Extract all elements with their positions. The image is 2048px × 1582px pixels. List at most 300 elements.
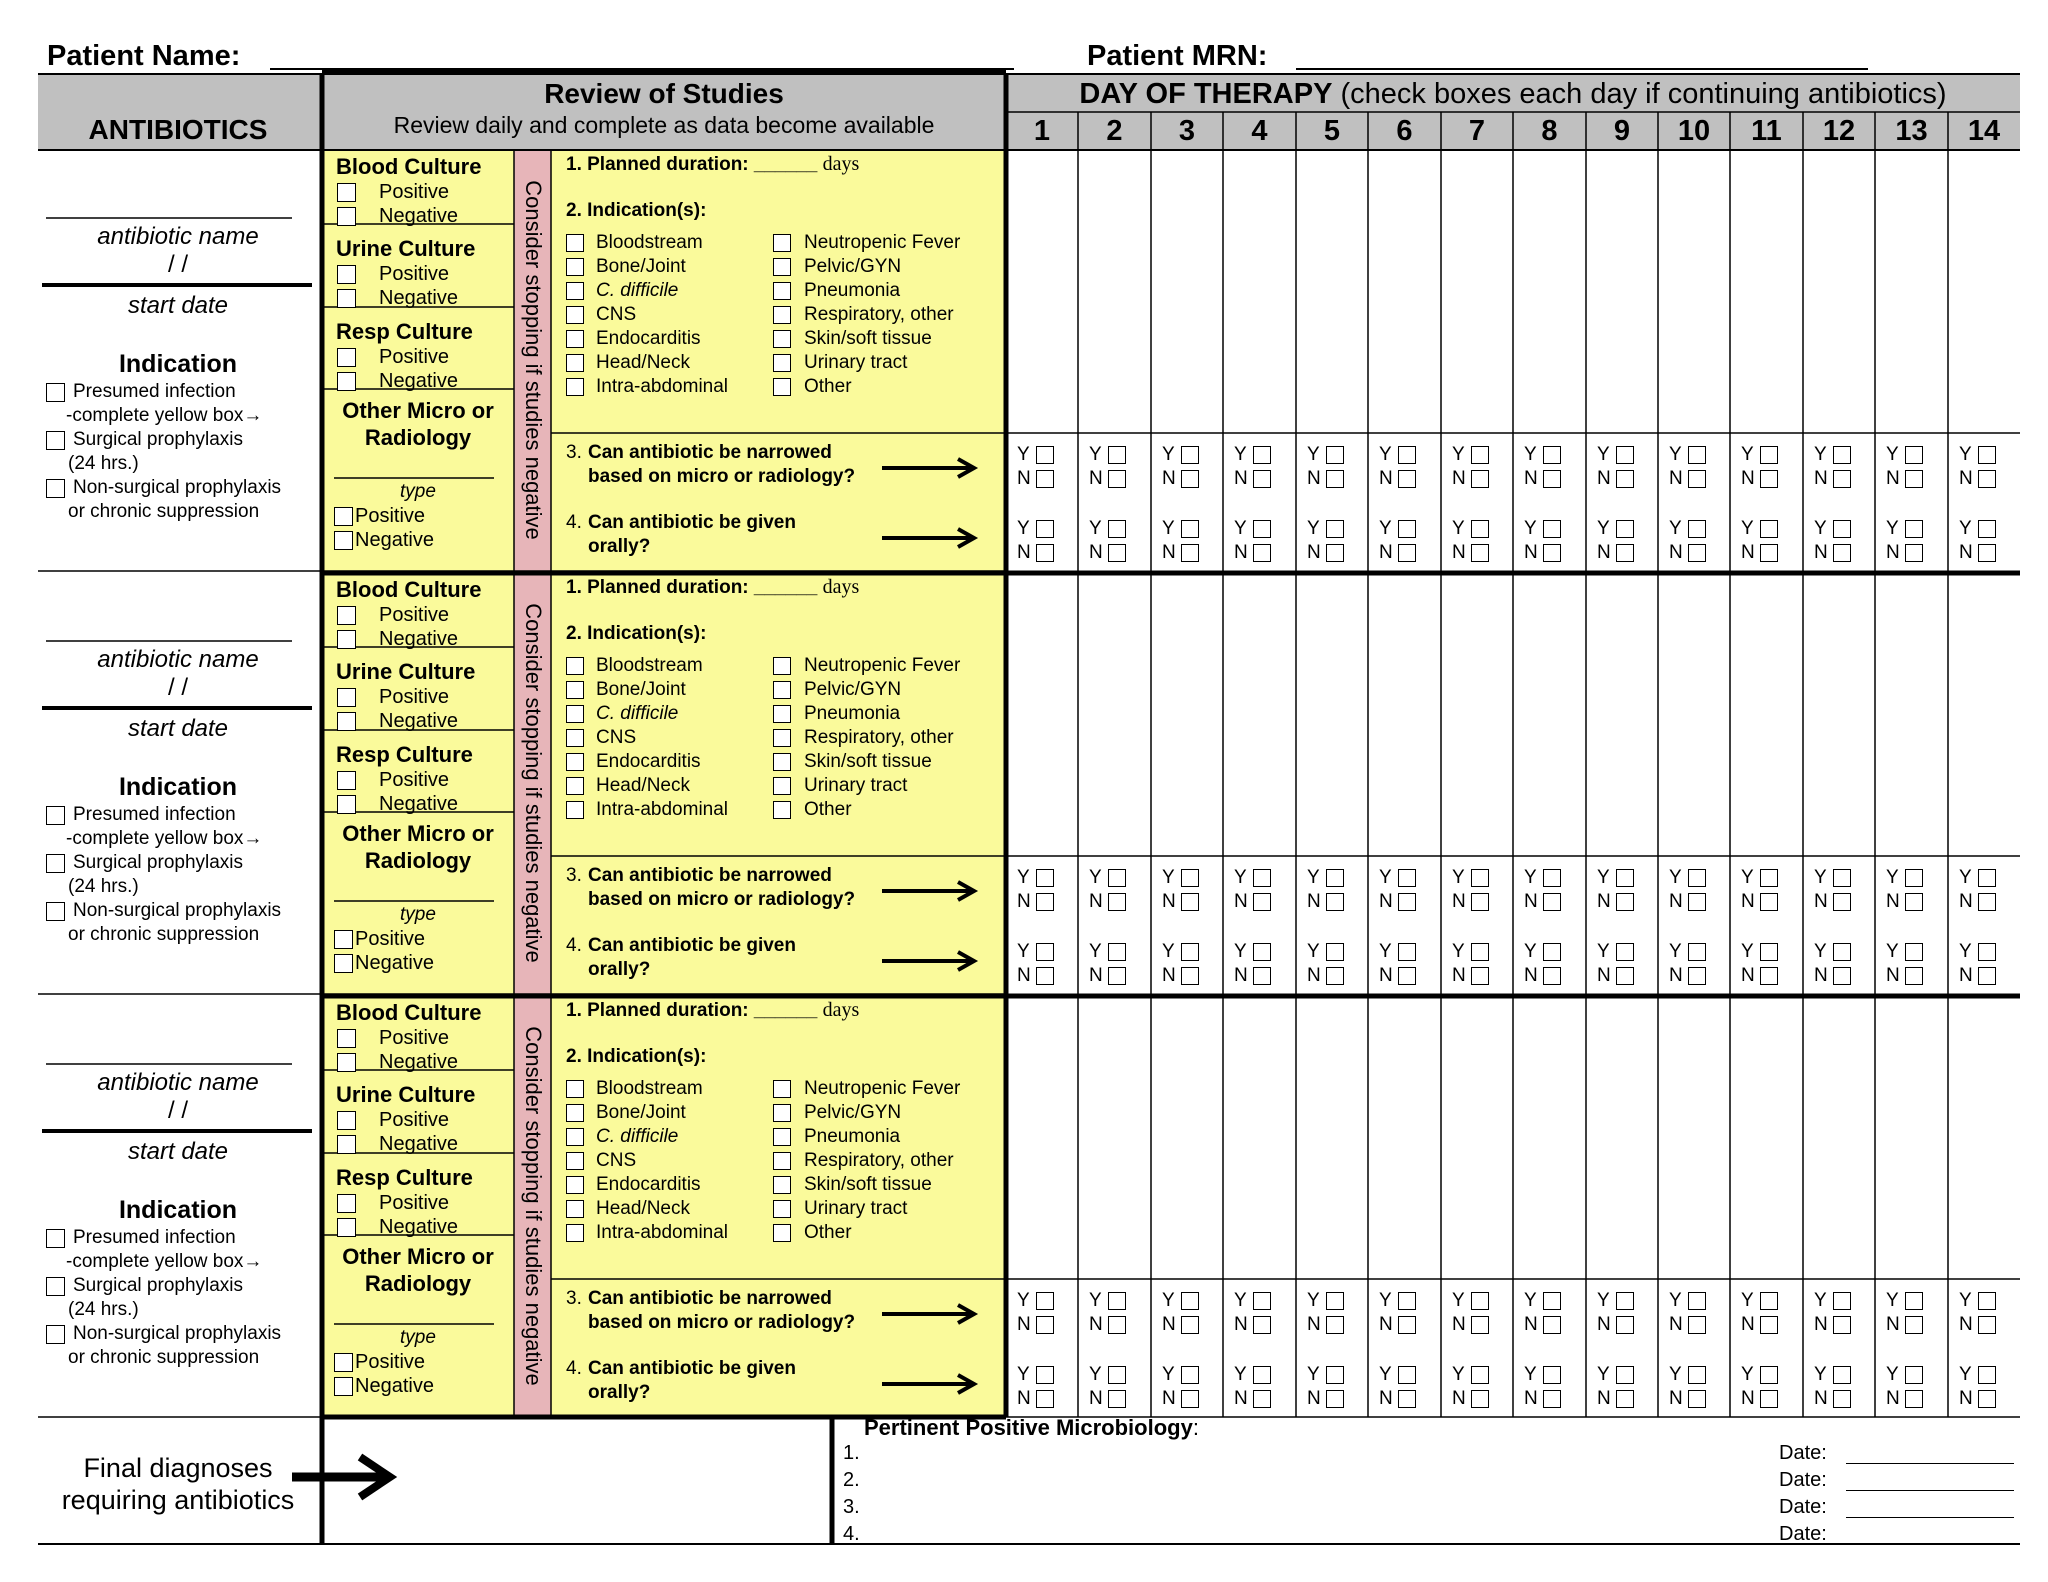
indication-checkbox[interactable]: [773, 306, 791, 324]
resp-culture-negative-checkbox[interactable]: [337, 795, 356, 814]
narrow-no-checkbox[interactable]: [1253, 893, 1271, 911]
narrow-yes-checkbox[interactable]: [1398, 1292, 1416, 1310]
oral-no-checkbox[interactable]: [1471, 1390, 1489, 1408]
no-label: N: [1959, 891, 1973, 912]
oral-yes-checkbox[interactable]: [1833, 1366, 1851, 1384]
indication-checkbox[interactable]: [566, 777, 584, 795]
narrow-no-checkbox[interactable]: [1108, 893, 1126, 911]
narrow-no-checkbox[interactable]: [1760, 893, 1778, 911]
oral-no-checkbox[interactable]: [1253, 1390, 1271, 1408]
narrow-yes-checkbox[interactable]: [1181, 869, 1199, 887]
indication-checkbox[interactable]: [773, 330, 791, 348]
narrow-no-checkbox[interactable]: [1326, 1316, 1344, 1334]
narrow-yes-checkbox[interactable]: [1978, 869, 1996, 887]
oral-no-checkbox[interactable]: [1833, 1390, 1851, 1408]
oral-yes-checkbox[interactable]: [1326, 943, 1344, 961]
pertinent-micro-colon: :: [1192, 1415, 1199, 1440]
narrow-yes-checkbox[interactable]: [1326, 869, 1344, 887]
complete-yellow-box-label: -complete yellow box→: [66, 1251, 263, 1272]
oral-no-checkbox[interactable]: [1688, 967, 1706, 985]
blood-culture-negative-checkbox[interactable]: [337, 630, 356, 649]
indication-checkbox[interactable]: [566, 330, 584, 348]
oral-no-checkbox[interactable]: [1978, 544, 1996, 562]
surgical-prophylaxis-label: Surgical prophylaxis: [73, 1275, 244, 1296]
narrow-no-checkbox[interactable]: [1253, 1316, 1271, 1334]
no-label: N: [1959, 965, 1973, 986]
narrow-yes-checkbox[interactable]: [1688, 446, 1706, 464]
oral-no-checkbox[interactable]: [1760, 1390, 1778, 1408]
narrow-yes-checkbox[interactable]: [1688, 869, 1706, 887]
narrow-yes-checkbox[interactable]: [1833, 869, 1851, 887]
oral-no-checkbox[interactable]: [1181, 967, 1199, 985]
narrow-yes-checkbox[interactable]: [1326, 446, 1344, 464]
no-label: N: [1379, 1388, 1393, 1409]
patient-mrn-field[interactable]: [1296, 68, 1868, 70]
presumed-infection-checkbox[interactable]: [46, 383, 65, 402]
oral-yes-checkbox[interactable]: [1181, 520, 1199, 538]
narrow-no-checkbox[interactable]: [1905, 470, 1923, 488]
no-label: N: [1524, 965, 1538, 986]
narrow-yes-checkbox[interactable]: [1905, 446, 1923, 464]
other-micro-positive-checkbox[interactable]: [334, 507, 353, 526]
planned-duration-field[interactable]: ______: [753, 1000, 818, 1021]
indication-checkbox[interactable]: [773, 705, 791, 723]
indication-checkbox[interactable]: [773, 1200, 791, 1218]
narrow-no-checkbox[interactable]: [1688, 470, 1706, 488]
start-date-field[interactable]: / /: [167, 251, 188, 278]
patient-name-field[interactable]: [270, 68, 1014, 70]
urine-culture-negative-checkbox[interactable]: [337, 712, 356, 731]
narrow-yes-checkbox[interactable]: [1036, 1292, 1054, 1310]
oral-no-checkbox[interactable]: [1543, 967, 1561, 985]
oral-yes-checkbox[interactable]: [1905, 520, 1923, 538]
antibiotic-name-field[interactable]: [46, 180, 292, 216]
narrow-no-checkbox[interactable]: [1833, 470, 1851, 488]
oral-yes-checkbox[interactable]: [1688, 943, 1706, 961]
indication-checkbox[interactable]: [773, 378, 791, 396]
yes-label: Y: [1089, 867, 1102, 888]
narrow-no-checkbox[interactable]: [1036, 1316, 1054, 1334]
oral-yes-checkbox[interactable]: [1036, 1366, 1054, 1384]
blood-culture-positive-checkbox[interactable]: [337, 1029, 356, 1048]
start-date-field[interactable]: / /: [167, 1097, 188, 1124]
indication-checkbox[interactable]: [566, 258, 584, 276]
narrow-yes-checkbox[interactable]: [1471, 869, 1489, 887]
narrow-yes-checkbox[interactable]: [1616, 446, 1634, 464]
narrow-no-checkbox[interactable]: [1036, 893, 1054, 911]
narrow-yes-checkbox[interactable]: [1108, 869, 1126, 887]
indication-checkbox[interactable]: [566, 1104, 584, 1122]
oral-no-checkbox[interactable]: [1905, 1390, 1923, 1408]
narrow-no-checkbox[interactable]: [1543, 893, 1561, 911]
oral-no-checkbox[interactable]: [1253, 544, 1271, 562]
oral-yes-checkbox[interactable]: [1036, 943, 1054, 961]
oral-no-checkbox[interactable]: [1760, 544, 1778, 562]
narrow-yes-checkbox[interactable]: [1471, 1292, 1489, 1310]
indication-checkbox[interactable]: [773, 1176, 791, 1194]
urine-culture-positive-checkbox[interactable]: [337, 1111, 356, 1130]
narrow-no-checkbox[interactable]: [1326, 893, 1344, 911]
chronic-suppression-label: or chronic suppression: [68, 501, 260, 522]
narrow-yes-checkbox[interactable]: [1616, 869, 1634, 887]
narrow-no-checkbox[interactable]: [1688, 893, 1706, 911]
oral-yes-checkbox[interactable]: [1905, 1366, 1923, 1384]
narrow-no-checkbox[interactable]: [1688, 1316, 1706, 1334]
narrow-no-checkbox[interactable]: [1978, 1316, 1996, 1334]
indication-checkbox[interactable]: [566, 234, 584, 252]
indication-label: Head/Neck: [596, 775, 690, 796]
oral-yes-checkbox[interactable]: [1978, 943, 1996, 961]
narrow-yes-checkbox[interactable]: [1978, 446, 1996, 464]
narrow-no-checkbox[interactable]: [1616, 470, 1634, 488]
resp-culture-positive-label: Positive: [379, 346, 450, 368]
oral-no-checkbox[interactable]: [1108, 544, 1126, 562]
narrow-yes-checkbox[interactable]: [1688, 1292, 1706, 1310]
oral-yes-checkbox[interactable]: [1398, 1366, 1416, 1384]
oral-no-checkbox[interactable]: [1326, 967, 1344, 985]
narrow-no-checkbox[interactable]: [1616, 1316, 1634, 1334]
other-micro-positive-checkbox[interactable]: [334, 1353, 353, 1372]
indication-checkbox[interactable]: [773, 258, 791, 276]
other-micro-type-field[interactable]: [334, 873, 494, 901]
oral-no-checkbox[interactable]: [1833, 967, 1851, 985]
oral-yes-checkbox[interactable]: [1616, 520, 1634, 538]
micro-date-field[interactable]: [1846, 1544, 2014, 1545]
oral-yes-checkbox[interactable]: [1326, 1366, 1344, 1384]
narrow-no-checkbox[interactable]: [1978, 893, 1996, 911]
oral-yes-checkbox[interactable]: [1833, 520, 1851, 538]
oral-no-checkbox[interactable]: [1760, 967, 1778, 985]
oral-yes-checkbox[interactable]: [1905, 943, 1923, 961]
narrow-no-checkbox[interactable]: [1760, 470, 1778, 488]
indication-checkbox[interactable]: [566, 1176, 584, 1194]
indication-checkbox[interactable]: [773, 1152, 791, 1170]
indication-checkbox[interactable]: [773, 657, 791, 675]
other-micro-negative-checkbox[interactable]: [334, 531, 353, 550]
surgical-prophylaxis-checkbox[interactable]: [46, 431, 65, 450]
oral-no-checkbox[interactable]: [1978, 967, 1996, 985]
oral-yes-checkbox[interactable]: [1688, 1366, 1706, 1384]
indication-checkbox[interactable]: [566, 1080, 584, 1098]
narrow-yes-checkbox[interactable]: [1108, 1292, 1126, 1310]
final-diagnoses-field[interactable]: [330, 1418, 822, 1544]
micro-item-field[interactable]: [866, 1524, 1766, 1546]
narrow-yes-checkbox[interactable]: [1398, 869, 1416, 887]
indication-checkbox[interactable]: [773, 801, 791, 819]
oral-no-checkbox[interactable]: [1181, 1390, 1199, 1408]
oral-yes-checkbox[interactable]: [1181, 1366, 1199, 1384]
narrow-no-checkbox[interactable]: [1326, 470, 1344, 488]
oral-no-checkbox[interactable]: [1253, 967, 1271, 985]
resp-culture-positive-checkbox[interactable]: [337, 771, 356, 790]
narrow-no-checkbox[interactable]: [1543, 1316, 1561, 1334]
indication-checkbox[interactable]: [773, 1224, 791, 1242]
oral-yes-checkbox[interactable]: [1543, 1366, 1561, 1384]
oral-no-checkbox[interactable]: [1978, 1390, 1996, 1408]
narrow-yes-checkbox[interactable]: [1905, 1292, 1923, 1310]
urine-culture-negative-checkbox[interactable]: [337, 1135, 356, 1154]
narrow-yes-checkbox[interactable]: [1398, 446, 1416, 464]
indication-checkbox[interactable]: [773, 234, 791, 252]
resp-culture-negative-checkbox[interactable]: [337, 372, 356, 391]
narrow-yes-checkbox[interactable]: [1905, 869, 1923, 887]
oral-no-checkbox[interactable]: [1471, 544, 1489, 562]
yes-label: Y: [1017, 867, 1030, 888]
indication-checkbox[interactable]: [773, 354, 791, 372]
non-surgical-prophylaxis-checkbox[interactable]: [46, 479, 65, 498]
oral-no-checkbox[interactable]: [1036, 967, 1054, 985]
indication-checkbox[interactable]: [566, 354, 584, 372]
narrow-no-checkbox[interactable]: [1905, 1316, 1923, 1334]
narrow-yes-checkbox[interactable]: [1833, 446, 1851, 464]
blood-culture-negative-checkbox[interactable]: [337, 1053, 356, 1072]
micro-date-field[interactable]: [1846, 1490, 2014, 1491]
oral-yes-checkbox[interactable]: [1108, 943, 1126, 961]
narrow-yes-checkbox[interactable]: [1760, 869, 1778, 887]
blood-culture-negative-checkbox[interactable]: [337, 207, 356, 226]
oral-yes-checkbox[interactable]: [1181, 943, 1199, 961]
oral-yes-checkbox[interactable]: [1398, 943, 1416, 961]
indication-checkbox[interactable]: [566, 1200, 584, 1218]
narrow-question-line1: Can antibiotic be narrowed: [588, 865, 832, 886]
narrow-no-checkbox[interactable]: [1036, 470, 1054, 488]
oral-yes-checkbox[interactable]: [1253, 1366, 1271, 1384]
narrow-yes-checkbox[interactable]: [1036, 446, 1054, 464]
narrow-yes-checkbox[interactable]: [1471, 446, 1489, 464]
oral-no-checkbox[interactable]: [1543, 544, 1561, 562]
narrow-yes-checkbox[interactable]: [1760, 446, 1778, 464]
narrow-no-checkbox[interactable]: [1398, 470, 1416, 488]
antibiotic-name-field[interactable]: [46, 1026, 292, 1062]
narrow-no-checkbox[interactable]: [1181, 1316, 1199, 1334]
narrow-yes-checkbox[interactable]: [1760, 1292, 1778, 1310]
oral-yes-checkbox[interactable]: [1688, 520, 1706, 538]
narrow-no-checkbox[interactable]: [1978, 470, 1996, 488]
narrow-yes-checkbox[interactable]: [1616, 1292, 1634, 1310]
narrow-yes-checkbox[interactable]: [1326, 1292, 1344, 1310]
oral-yes-checkbox[interactable]: [1978, 1366, 1996, 1384]
oral-yes-checkbox[interactable]: [1036, 520, 1054, 538]
oral-yes-checkbox[interactable]: [1108, 1366, 1126, 1384]
oral-yes-checkbox[interactable]: [1108, 520, 1126, 538]
no-label: N: [1886, 1388, 1900, 1409]
oral-no-checkbox[interactable]: [1905, 967, 1923, 985]
oral-no-checkbox[interactable]: [1108, 967, 1126, 985]
yes-label: Y: [1017, 444, 1030, 465]
oral-yes-checkbox[interactable]: [1326, 520, 1344, 538]
yes-label: Y: [1669, 1364, 1682, 1385]
oral-question-line2: orally?: [588, 959, 651, 980]
start-date-field[interactable]: / /: [167, 674, 188, 701]
blood-culture-positive-checkbox[interactable]: [337, 606, 356, 625]
micro-item-field[interactable]: [866, 1443, 1766, 1465]
surgical-prophylaxis-checkbox[interactable]: [46, 854, 65, 873]
narrow-no-checkbox[interactable]: [1398, 893, 1416, 911]
micro-date-label: Date:: [1779, 1523, 1827, 1545]
narrow-yes-checkbox[interactable]: [1181, 446, 1199, 464]
narrow-yes-checkbox[interactable]: [1833, 1292, 1851, 1310]
oral-yes-checkbox[interactable]: [1978, 520, 1996, 538]
other-micro-type-field[interactable]: [334, 450, 494, 478]
urine-culture-positive-checkbox[interactable]: [337, 688, 356, 707]
indication-checkbox[interactable]: [773, 1080, 791, 1098]
oral-no-checkbox[interactable]: [1471, 967, 1489, 985]
oral-yes-checkbox[interactable]: [1253, 943, 1271, 961]
urine-culture-negative-checkbox[interactable]: [337, 289, 356, 308]
surgical-prophylaxis-checkbox[interactable]: [46, 1277, 65, 1296]
antibiotic-name-field[interactable]: [46, 603, 292, 639]
oral-yes-checkbox[interactable]: [1398, 520, 1416, 538]
oral-yes-checkbox[interactable]: [1253, 520, 1271, 538]
narrow-yes-checkbox[interactable]: [1543, 446, 1561, 464]
narrow-no-checkbox[interactable]: [1905, 893, 1923, 911]
oral-yes-checkbox[interactable]: [1760, 943, 1778, 961]
narrow-no-checkbox[interactable]: [1833, 1316, 1851, 1334]
yes-label: Y: [1597, 444, 1610, 465]
indication-label: Bone/Joint: [596, 679, 686, 700]
oral-no-checkbox[interactable]: [1398, 544, 1416, 562]
blood-culture-positive-checkbox[interactable]: [337, 183, 356, 202]
oral-no-checkbox[interactable]: [1326, 544, 1344, 562]
oral-yes-checkbox[interactable]: [1833, 943, 1851, 961]
narrow-no-checkbox[interactable]: [1833, 893, 1851, 911]
indication-checkbox[interactable]: [566, 681, 584, 699]
no-label: N: [1089, 468, 1103, 489]
resp-culture-negative-checkbox[interactable]: [337, 1218, 356, 1237]
oral-no-checkbox[interactable]: [1036, 1390, 1054, 1408]
other-micro-type-field[interactable]: [334, 1296, 494, 1324]
indication-checkbox[interactable]: [566, 1224, 584, 1242]
other-micro-negative-label: Negative: [355, 952, 434, 974]
indication-checkbox[interactable]: [566, 1128, 584, 1146]
non-surgical-prophylaxis-checkbox[interactable]: [46, 1325, 65, 1344]
oral-no-checkbox[interactable]: [1543, 1390, 1561, 1408]
oral-no-checkbox[interactable]: [1108, 1390, 1126, 1408]
oral-yes-checkbox[interactable]: [1471, 1366, 1489, 1384]
no-label: N: [1597, 965, 1611, 986]
indication-label: Bloodstream: [596, 232, 703, 253]
urine-culture-positive-checkbox[interactable]: [337, 265, 356, 284]
indication-checkbox[interactable]: [566, 282, 584, 300]
indication-checkbox[interactable]: [566, 801, 584, 819]
narrow-yes-checkbox[interactable]: [1108, 446, 1126, 464]
oral-yes-checkbox[interactable]: [1543, 520, 1561, 538]
indication-checkbox[interactable]: [773, 681, 791, 699]
narrow-no-checkbox[interactable]: [1471, 893, 1489, 911]
oral-no-checkbox[interactable]: [1398, 1390, 1416, 1408]
oral-yes-checkbox[interactable]: [1616, 1366, 1634, 1384]
oral-yes-checkbox[interactable]: [1543, 943, 1561, 961]
micro-item-number: 1.: [843, 1442, 860, 1464]
narrow-no-checkbox[interactable]: [1471, 1316, 1489, 1334]
narrow-no-checkbox[interactable]: [1181, 470, 1199, 488]
indication-checkbox[interactable]: [773, 729, 791, 747]
indication-checkbox[interactable]: [566, 753, 584, 771]
narrow-no-checkbox[interactable]: [1253, 470, 1271, 488]
antibiotics-heading: ANTIBIOTICS: [88, 114, 268, 145]
indication-checkbox[interactable]: [566, 306, 584, 324]
resp-culture-negative-label: Negative: [379, 1216, 458, 1238]
indication-checkbox[interactable]: [566, 729, 584, 747]
no-label: N: [1959, 468, 1973, 489]
narrow-no-checkbox[interactable]: [1616, 893, 1634, 911]
oral-no-checkbox[interactable]: [1688, 1390, 1706, 1408]
other-micro-positive-checkbox[interactable]: [334, 930, 353, 949]
planned-duration-field[interactable]: ______: [753, 577, 818, 598]
non-surgical-prophylaxis-label: Non-surgical prophylaxis: [73, 1323, 282, 1344]
narrow-yes-checkbox[interactable]: [1978, 1292, 1996, 1310]
narrow-no-checkbox[interactable]: [1760, 1316, 1778, 1334]
planned-duration-field[interactable]: ______: [753, 154, 818, 175]
indication-checkbox[interactable]: [566, 378, 584, 396]
narrow-no-checkbox[interactable]: [1108, 1316, 1126, 1334]
micro-date-field[interactable]: [1846, 1517, 2014, 1518]
indication-checkbox[interactable]: [773, 1128, 791, 1146]
micro-item-field[interactable]: [866, 1497, 1766, 1519]
resp-culture-positive-checkbox[interactable]: [337, 1194, 356, 1213]
oral-no-checkbox[interactable]: [1398, 967, 1416, 985]
oral-yes-checkbox[interactable]: [1760, 520, 1778, 538]
indication-checkbox[interactable]: [566, 1152, 584, 1170]
oral-no-checkbox[interactable]: [1616, 1390, 1634, 1408]
oral-question-number: 4.: [566, 512, 582, 533]
narrow-yes-checkbox[interactable]: [1036, 869, 1054, 887]
micro-date-field[interactable]: [1846, 1463, 2014, 1464]
indication-label: Pneumonia: [804, 1126, 901, 1147]
oral-no-checkbox[interactable]: [1036, 544, 1054, 562]
resp-culture-positive-checkbox[interactable]: [337, 348, 356, 367]
narrow-yes-checkbox[interactable]: [1253, 1292, 1271, 1310]
narrow-yes-checkbox[interactable]: [1543, 869, 1561, 887]
oral-yes-checkbox[interactable]: [1471, 520, 1489, 538]
oral-no-checkbox[interactable]: [1833, 544, 1851, 562]
patient-name-label: Patient Name:: [47, 40, 241, 72]
oral-no-checkbox[interactable]: [1326, 1390, 1344, 1408]
oral-no-checkbox[interactable]: [1616, 967, 1634, 985]
no-label: N: [1886, 891, 1900, 912]
oral-no-checkbox[interactable]: [1688, 544, 1706, 562]
narrow-no-checkbox[interactable]: [1398, 1316, 1416, 1334]
other-micro-negative-checkbox[interactable]: [334, 1377, 353, 1396]
micro-item-field[interactable]: [866, 1470, 1766, 1492]
indication-checkbox[interactable]: [566, 705, 584, 723]
narrow-yes-checkbox[interactable]: [1253, 869, 1271, 887]
indication-checkbox[interactable]: [566, 657, 584, 675]
indication-label: Neutropenic Fever: [804, 655, 961, 676]
narrow-yes-checkbox[interactable]: [1253, 446, 1271, 464]
narrow-yes-checkbox[interactable]: [1181, 1292, 1199, 1310]
narrow-yes-checkbox[interactable]: [1543, 1292, 1561, 1310]
oral-yes-checkbox[interactable]: [1760, 1366, 1778, 1384]
indication-checkbox[interactable]: [773, 777, 791, 795]
oral-yes-checkbox[interactable]: [1616, 943, 1634, 961]
narrow-no-checkbox[interactable]: [1108, 470, 1126, 488]
non-surgical-prophylaxis-checkbox[interactable]: [46, 902, 65, 921]
oral-no-checkbox[interactable]: [1181, 544, 1199, 562]
oral-no-checkbox[interactable]: [1905, 544, 1923, 562]
indication-checkbox[interactable]: [773, 753, 791, 771]
narrow-no-checkbox[interactable]: [1471, 470, 1489, 488]
other-micro-negative-checkbox[interactable]: [334, 954, 353, 973]
narrow-no-checkbox[interactable]: [1543, 470, 1561, 488]
narrow-no-checkbox[interactable]: [1181, 893, 1199, 911]
indication-checkbox[interactable]: [773, 282, 791, 300]
oral-no-checkbox[interactable]: [1616, 544, 1634, 562]
indication-checkbox[interactable]: [773, 1104, 791, 1122]
oral-yes-checkbox[interactable]: [1471, 943, 1489, 961]
presumed-infection-checkbox[interactable]: [46, 806, 65, 825]
presumed-infection-checkbox[interactable]: [46, 1229, 65, 1248]
